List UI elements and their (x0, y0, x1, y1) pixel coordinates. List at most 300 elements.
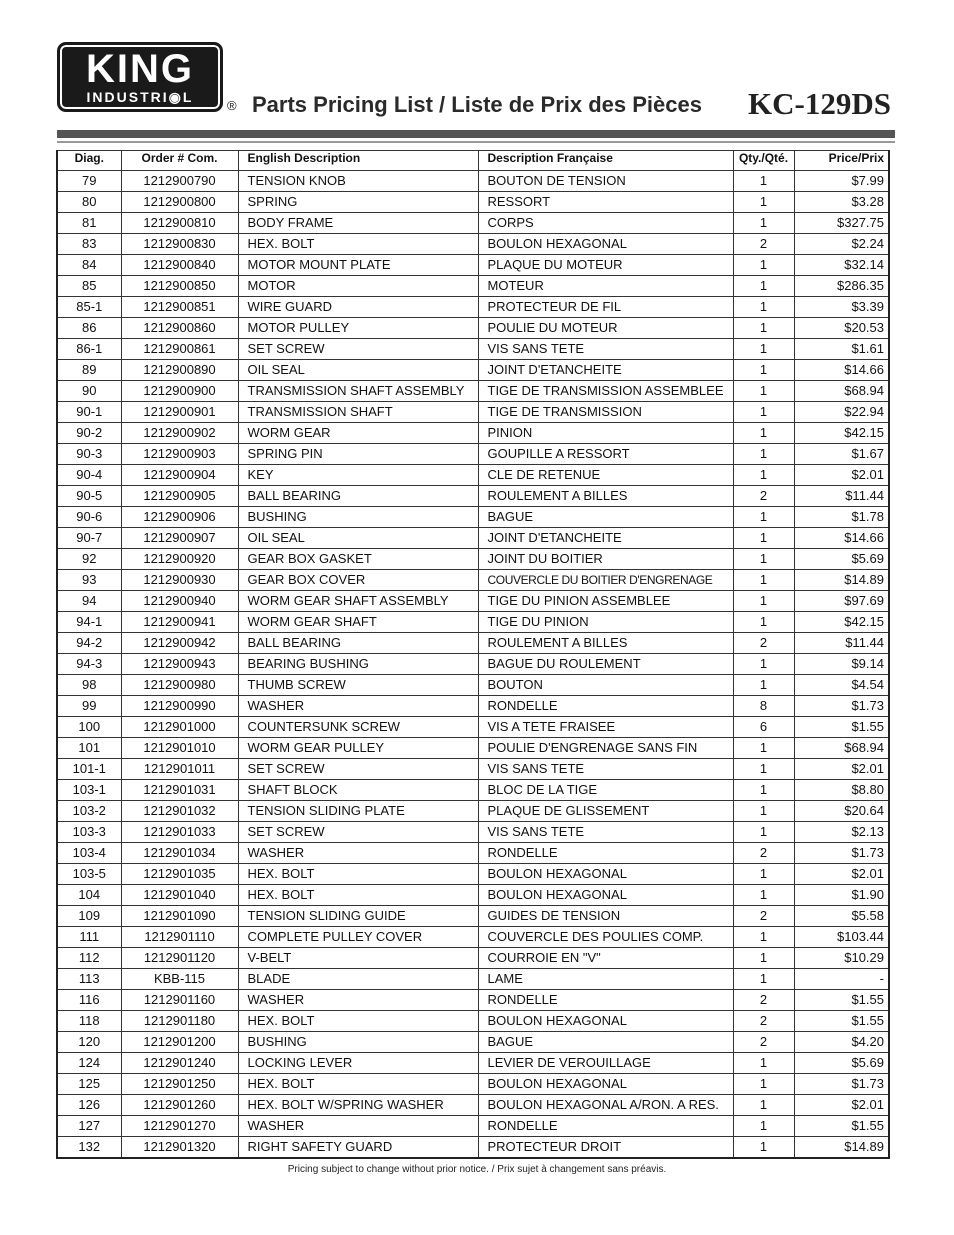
cell-quantity: 1 (733, 297, 794, 318)
cell-french-description: VIS A TETE FRAISEE (478, 717, 733, 738)
cell-quantity: 1 (733, 1095, 794, 1116)
cell-french-description: LAME (478, 969, 733, 990)
cell-order-number: 1212901035 (121, 864, 238, 885)
table-row (57, 1032, 889, 1053)
cell-order-number: 1212901180 (121, 1011, 238, 1032)
cell-order-number: 1212900900 (121, 381, 238, 402)
cell-french-description: PINION (478, 423, 733, 444)
cell-french-description: RONDELLE (478, 990, 733, 1011)
table-row (57, 990, 889, 1011)
table-row (57, 570, 889, 591)
cell-english-description: BUSHING (238, 507, 478, 528)
cell-diag: 118 (57, 1011, 121, 1032)
cell-price: $1.78 (794, 507, 889, 528)
cell-order-number: 1212900903 (121, 444, 238, 465)
cell-diag: 120 (57, 1032, 121, 1053)
cell-english-description: MOTOR MOUNT PLATE (238, 255, 478, 276)
cell-french-description: LEVIER DE VEROUILLAGE (478, 1053, 733, 1074)
cell-price: $9.14 (794, 654, 889, 675)
table-row (57, 234, 889, 255)
cell-french-description: BOULON HEXAGONAL (478, 1074, 733, 1095)
cell-quantity: 1 (733, 381, 794, 402)
cell-price: $1.55 (794, 990, 889, 1011)
cell-english-description: BALL BEARING (238, 633, 478, 654)
cell-french-description: PROTECTEUR DE FIL (478, 297, 733, 318)
cell-french-description: CORPS (478, 213, 733, 234)
header-divider-thin (57, 141, 895, 143)
cell-quantity: 1 (733, 1053, 794, 1074)
table-row (57, 423, 889, 444)
table-row (57, 381, 889, 402)
cell-english-description: BEARING BUSHING (238, 654, 478, 675)
cell-quantity: 1 (733, 1116, 794, 1137)
table-row (57, 969, 889, 990)
cell-diag: 94-1 (57, 612, 121, 633)
table-row (57, 402, 889, 423)
cell-price: $1.55 (794, 1116, 889, 1137)
cell-quantity: 1 (733, 801, 794, 822)
cell-french-description: VIS SANS TETE (478, 759, 733, 780)
cell-english-description: TRANSMISSION SHAFT ASSEMBLY (238, 381, 478, 402)
table-row (57, 759, 889, 780)
cell-order-number: 1212901200 (121, 1032, 238, 1053)
cell-french-description: BOULON HEXAGONAL (478, 885, 733, 906)
cell-diag: 85-1 (57, 297, 121, 318)
pricing-disclaimer: Pricing subject to change without prior notice. / Prix sujet à changement sans préavis. (287, 1164, 667, 1175)
cell-english-description: WASHER (238, 990, 478, 1011)
table-header-row (57, 151, 889, 171)
cell-english-description: MOTOR (238, 276, 478, 297)
cell-order-number: 1212900830 (121, 234, 238, 255)
cell-english-description: SPRING (238, 192, 478, 213)
cell-french-description: BOULON HEXAGONAL (478, 864, 733, 885)
table-row (57, 339, 889, 360)
cell-quantity: 2 (733, 1032, 794, 1053)
cell-order-number: 1212900943 (121, 654, 238, 675)
registered-mark: ® (227, 98, 237, 113)
table-row (57, 675, 889, 696)
cell-english-description: SET SCREW (238, 759, 478, 780)
column-header-order: Order # Com. (121, 151, 238, 171)
cell-english-description: HEX. BOLT (238, 234, 478, 255)
cell-diag: 113 (57, 969, 121, 990)
header-divider-thick (57, 130, 895, 138)
cell-diag: 86 (57, 318, 121, 339)
cell-price: $22.94 (794, 402, 889, 423)
cell-english-description: BUSHING (238, 1032, 478, 1053)
cell-french-description: BAGUE DU ROULEMENT (478, 654, 733, 675)
cell-price: $14.89 (794, 1137, 889, 1159)
cell-english-description: V-BELT (238, 948, 478, 969)
cell-diag: 125 (57, 1074, 121, 1095)
cell-order-number: 1212900905 (121, 486, 238, 507)
cell-order-number: 1212901260 (121, 1095, 238, 1116)
cell-price: $11.44 (794, 486, 889, 507)
cell-english-description: WASHER (238, 1116, 478, 1137)
cell-order-number: KBB-115 (121, 969, 238, 990)
cell-french-description: VIS SANS TETE (478, 822, 733, 843)
table-row (57, 528, 889, 549)
cell-french-description: GOUPILLE A RESSORT (478, 444, 733, 465)
cell-diag: 101-1 (57, 759, 121, 780)
cell-quantity: 1 (733, 255, 794, 276)
cell-diag: 101 (57, 738, 121, 759)
table-row (57, 1074, 889, 1095)
table-row (57, 948, 889, 969)
cell-price: $20.53 (794, 318, 889, 339)
parts-pricing-table (56, 150, 890, 1159)
table-row (57, 486, 889, 507)
cell-quantity: 2 (733, 906, 794, 927)
table-row (57, 591, 889, 612)
cell-order-number: 1212900902 (121, 423, 238, 444)
cell-price: $5.69 (794, 1053, 889, 1074)
cell-french-description: JOINT D'ETANCHEITE (478, 528, 733, 549)
cell-quantity: 1 (733, 759, 794, 780)
cell-english-description: SHAFT BLOCK (238, 780, 478, 801)
cell-order-number: 1212901160 (121, 990, 238, 1011)
cell-price: $1.73 (794, 696, 889, 717)
cell-order-number: 1212901240 (121, 1053, 238, 1074)
cell-order-number: 1212900930 (121, 570, 238, 591)
table-row (57, 465, 889, 486)
cell-diag: 90-4 (57, 465, 121, 486)
cell-french-description: COURROIE EN "V" (478, 948, 733, 969)
cell-english-description: TENSION SLIDING GUIDE (238, 906, 478, 927)
cell-english-description: THUMB SCREW (238, 675, 478, 696)
cell-french-description: RONDELLE (478, 696, 733, 717)
logo-subtitle: INDUSTRI◉L (86, 89, 194, 105)
cell-price: $4.54 (794, 675, 889, 696)
cell-english-description: HEX. BOLT W/SPRING WASHER (238, 1095, 478, 1116)
cell-french-description: BOULON HEXAGONAL A/RON. A RES. (478, 1095, 733, 1116)
cell-order-number: 1212900790 (121, 171, 238, 192)
cell-english-description: WORM GEAR (238, 423, 478, 444)
cell-price: $2.24 (794, 234, 889, 255)
cell-diag: 103-2 (57, 801, 121, 822)
cell-diag: 80 (57, 192, 121, 213)
cell-order-number: 1212900850 (121, 276, 238, 297)
cell-diag: 90 (57, 381, 121, 402)
cell-order-number: 1212900800 (121, 192, 238, 213)
cell-diag: 98 (57, 675, 121, 696)
table-row (57, 549, 889, 570)
cell-diag: 92 (57, 549, 121, 570)
cell-order-number: 1212901000 (121, 717, 238, 738)
cell-order-number: 1212900890 (121, 360, 238, 381)
cell-quantity: 1 (733, 654, 794, 675)
cell-quantity: 1 (733, 612, 794, 633)
table-row (57, 885, 889, 906)
cell-french-description: PLAQUE DE GLISSEMENT (478, 801, 733, 822)
cell-english-description: HEX. BOLT (238, 1011, 478, 1032)
cell-price: $1.61 (794, 339, 889, 360)
cell-french-description: GUIDES DE TENSION (478, 906, 733, 927)
cell-price: $327.75 (794, 213, 889, 234)
cell-quantity: 1 (733, 822, 794, 843)
cell-price: $68.94 (794, 381, 889, 402)
cell-price: $14.66 (794, 528, 889, 549)
table-row (57, 612, 889, 633)
cell-diag: 81 (57, 213, 121, 234)
cell-quantity: 2 (733, 234, 794, 255)
table-row (57, 696, 889, 717)
cell-english-description: KEY (238, 465, 478, 486)
model-number: KC-129DS (748, 86, 891, 121)
cell-quantity: 1 (733, 402, 794, 423)
cell-price: $3.39 (794, 297, 889, 318)
cell-french-description: CLE DE RETENUE (478, 465, 733, 486)
table-row (57, 654, 889, 675)
table-row (57, 780, 889, 801)
cell-quantity: 2 (733, 633, 794, 654)
cell-quantity: 1 (733, 318, 794, 339)
cell-quantity: 1 (733, 948, 794, 969)
table-row (57, 738, 889, 759)
cell-english-description: SET SCREW (238, 339, 478, 360)
cell-diag: 132 (57, 1137, 121, 1159)
cell-price: $11.44 (794, 633, 889, 654)
cell-french-description: POULIE D'ENGRENAGE SANS FIN (478, 738, 733, 759)
cell-quantity: 8 (733, 696, 794, 717)
cell-price: $5.58 (794, 906, 889, 927)
king-industrial-logo (57, 42, 223, 112)
table-row (57, 1011, 889, 1032)
cell-diag: 126 (57, 1095, 121, 1116)
table-row (57, 1053, 889, 1074)
cell-diag: 90-2 (57, 423, 121, 444)
cell-french-description: TIGE DE TRANSMISSION (478, 402, 733, 423)
cell-diag: 111 (57, 927, 121, 948)
cell-price: - (794, 969, 889, 990)
cell-english-description: BALL BEARING (238, 486, 478, 507)
cell-quantity: 1 (733, 423, 794, 444)
cell-order-number: 1212901320 (121, 1137, 238, 1159)
cell-french-description: RONDELLE (478, 1116, 733, 1137)
cell-french-description: BAGUE (478, 507, 733, 528)
cell-order-number: 1212901110 (121, 927, 238, 948)
table-row (57, 507, 889, 528)
table-row (57, 864, 889, 885)
cell-order-number: 1212901032 (121, 801, 238, 822)
cell-order-number: 1212900941 (121, 612, 238, 633)
table-row (57, 213, 889, 234)
cell-diag: 103-5 (57, 864, 121, 885)
cell-price: $1.90 (794, 885, 889, 906)
cell-diag: 127 (57, 1116, 121, 1137)
cell-english-description: RIGHT SAFETY GUARD (238, 1137, 478, 1159)
table-row (57, 843, 889, 864)
cell-price: $5.69 (794, 549, 889, 570)
cell-english-description: LOCKING LEVER (238, 1053, 478, 1074)
cell-diag: 90-6 (57, 507, 121, 528)
cell-price: $42.15 (794, 612, 889, 633)
cell-french-description: COUVERCLE DES POULIES COMP. (478, 927, 733, 948)
cell-price: $2.13 (794, 822, 889, 843)
cell-english-description: COUNTERSUNK SCREW (238, 717, 478, 738)
cell-english-description: BODY FRAME (238, 213, 478, 234)
cell-english-description: TRANSMISSION SHAFT (238, 402, 478, 423)
cell-diag: 116 (57, 990, 121, 1011)
cell-diag: 94 (57, 591, 121, 612)
cell-french-description: TIGE DU PINION ASSEMBLEE (478, 591, 733, 612)
cell-quantity: 1 (733, 465, 794, 486)
cell-order-number: 1212901040 (121, 885, 238, 906)
cell-diag: 85 (57, 276, 121, 297)
cell-quantity: 1 (733, 675, 794, 696)
cell-price: $14.89 (794, 570, 889, 591)
cell-diag: 79 (57, 171, 121, 192)
cell-price: $20.64 (794, 801, 889, 822)
cell-order-number: 1212901034 (121, 843, 238, 864)
cell-price: $1.55 (794, 1011, 889, 1032)
cell-english-description: HEX. BOLT (238, 864, 478, 885)
cell-order-number: 1212901270 (121, 1116, 238, 1137)
cell-diag: 94-2 (57, 633, 121, 654)
cell-french-description: TIGE DU PINION (478, 612, 733, 633)
cell-price: $14.66 (794, 360, 889, 381)
cell-french-description: MOTEUR (478, 276, 733, 297)
cell-english-description: WORM GEAR PULLEY (238, 738, 478, 759)
cell-order-number: 1212900861 (121, 339, 238, 360)
table-row (57, 192, 889, 213)
cell-order-number: 1212900940 (121, 591, 238, 612)
table-row (57, 633, 889, 654)
cell-english-description: WIRE GUARD (238, 297, 478, 318)
cell-french-description: RONDELLE (478, 843, 733, 864)
cell-english-description: COMPLETE PULLEY COVER (238, 927, 478, 948)
cell-english-description: WORM GEAR SHAFT (238, 612, 478, 633)
cell-english-description: OIL SEAL (238, 528, 478, 549)
cell-diag: 99 (57, 696, 121, 717)
cell-order-number: 1212901011 (121, 759, 238, 780)
cell-english-description: SET SCREW (238, 822, 478, 843)
cell-quantity: 2 (733, 990, 794, 1011)
cell-english-description: WASHER (238, 696, 478, 717)
cell-english-description: BLADE (238, 969, 478, 990)
cell-diag: 109 (57, 906, 121, 927)
cell-quantity: 1 (733, 444, 794, 465)
logo-wordmark: KING (86, 47, 194, 91)
table-row (57, 171, 889, 192)
cell-english-description: WORM GEAR SHAFT ASSEMBLY (238, 591, 478, 612)
cell-quantity: 1 (733, 969, 794, 990)
cell-diag: 84 (57, 255, 121, 276)
cell-diag: 103-4 (57, 843, 121, 864)
column-header-qty: Qty./Qté. (733, 151, 794, 171)
cell-english-description: WASHER (238, 843, 478, 864)
cell-quantity: 1 (733, 927, 794, 948)
cell-price: $10.29 (794, 948, 889, 969)
cell-order-number: 1212900907 (121, 528, 238, 549)
cell-diag: 89 (57, 360, 121, 381)
cell-french-description: BOUTON DE TENSION (478, 171, 733, 192)
cell-price: $1.55 (794, 717, 889, 738)
cell-diag: 83 (57, 234, 121, 255)
page-title: Parts Pricing List / Liste de Prix des Pièces (252, 92, 702, 117)
cell-order-number: 1212900920 (121, 549, 238, 570)
cell-price: $7.99 (794, 171, 889, 192)
cell-price: $103.44 (794, 927, 889, 948)
cell-quantity: 1 (733, 171, 794, 192)
cell-diag: 90-5 (57, 486, 121, 507)
cell-quantity: 6 (733, 717, 794, 738)
cell-quantity: 1 (733, 360, 794, 381)
cell-order-number: 1212900990 (121, 696, 238, 717)
cell-quantity: 1 (733, 570, 794, 591)
cell-french-description: BOUTON (478, 675, 733, 696)
cell-diag: 90-1 (57, 402, 121, 423)
cell-price: $1.67 (794, 444, 889, 465)
cell-quantity: 1 (733, 864, 794, 885)
cell-french-description: COUVERCLE DU BOITIER D'ENGRENAGE (478, 570, 733, 591)
cell-quantity: 1 (733, 192, 794, 213)
cell-french-description: PLAQUE DU MOTEUR (478, 255, 733, 276)
cell-diag: 90-7 (57, 528, 121, 549)
cell-quantity: 2 (733, 1011, 794, 1032)
cell-english-description: MOTOR PULLEY (238, 318, 478, 339)
table-row (57, 360, 889, 381)
cell-price: $1.73 (794, 843, 889, 864)
cell-price: $2.01 (794, 864, 889, 885)
cell-order-number: 1212901120 (121, 948, 238, 969)
cell-english-description: SPRING PIN (238, 444, 478, 465)
cell-french-description: RESSORT (478, 192, 733, 213)
cell-english-description: GEAR BOX COVER (238, 570, 478, 591)
cell-price: $2.01 (794, 465, 889, 486)
cell-price: $3.28 (794, 192, 889, 213)
cell-french-description: JOINT D'ETANCHEITE (478, 360, 733, 381)
cell-quantity: 1 (733, 528, 794, 549)
cell-diag: 104 (57, 885, 121, 906)
table-row (57, 255, 889, 276)
cell-quantity: 1 (733, 276, 794, 297)
cell-quantity: 1 (733, 549, 794, 570)
cell-quantity: 1 (733, 339, 794, 360)
cell-diag: 90-3 (57, 444, 121, 465)
cell-order-number: 1212901033 (121, 822, 238, 843)
cell-price: $32.14 (794, 255, 889, 276)
cell-quantity: 2 (733, 843, 794, 864)
cell-quantity: 1 (733, 780, 794, 801)
cell-french-description: BOULON HEXAGONAL (478, 1011, 733, 1032)
cell-price: $8.80 (794, 780, 889, 801)
table-row (57, 717, 889, 738)
cell-english-description: TENSION SLIDING PLATE (238, 801, 478, 822)
cell-english-description: TENSION KNOB (238, 171, 478, 192)
cell-quantity: 1 (733, 1074, 794, 1095)
cell-price: $2.01 (794, 1095, 889, 1116)
table-row (57, 906, 889, 927)
cell-quantity: 1 (733, 213, 794, 234)
table-row (57, 1095, 889, 1116)
cell-french-description: PROTECTEUR DROIT (478, 1137, 733, 1159)
column-header-french: Description Française (478, 151, 733, 171)
cell-quantity: 1 (733, 507, 794, 528)
cell-english-description: GEAR BOX GASKET (238, 549, 478, 570)
cell-order-number: 1212900942 (121, 633, 238, 654)
cell-english-description: HEX. BOLT (238, 1074, 478, 1095)
cell-price: $68.94 (794, 738, 889, 759)
cell-french-description: VIS SANS TETE (478, 339, 733, 360)
cell-order-number: 1212900904 (121, 465, 238, 486)
table-row (57, 1116, 889, 1137)
cell-english-description: OIL SEAL (238, 360, 478, 381)
cell-french-description: BLOC DE LA TIGE (478, 780, 733, 801)
cell-diag: 103-3 (57, 822, 121, 843)
table-row (57, 444, 889, 465)
cell-diag: 94-3 (57, 654, 121, 675)
